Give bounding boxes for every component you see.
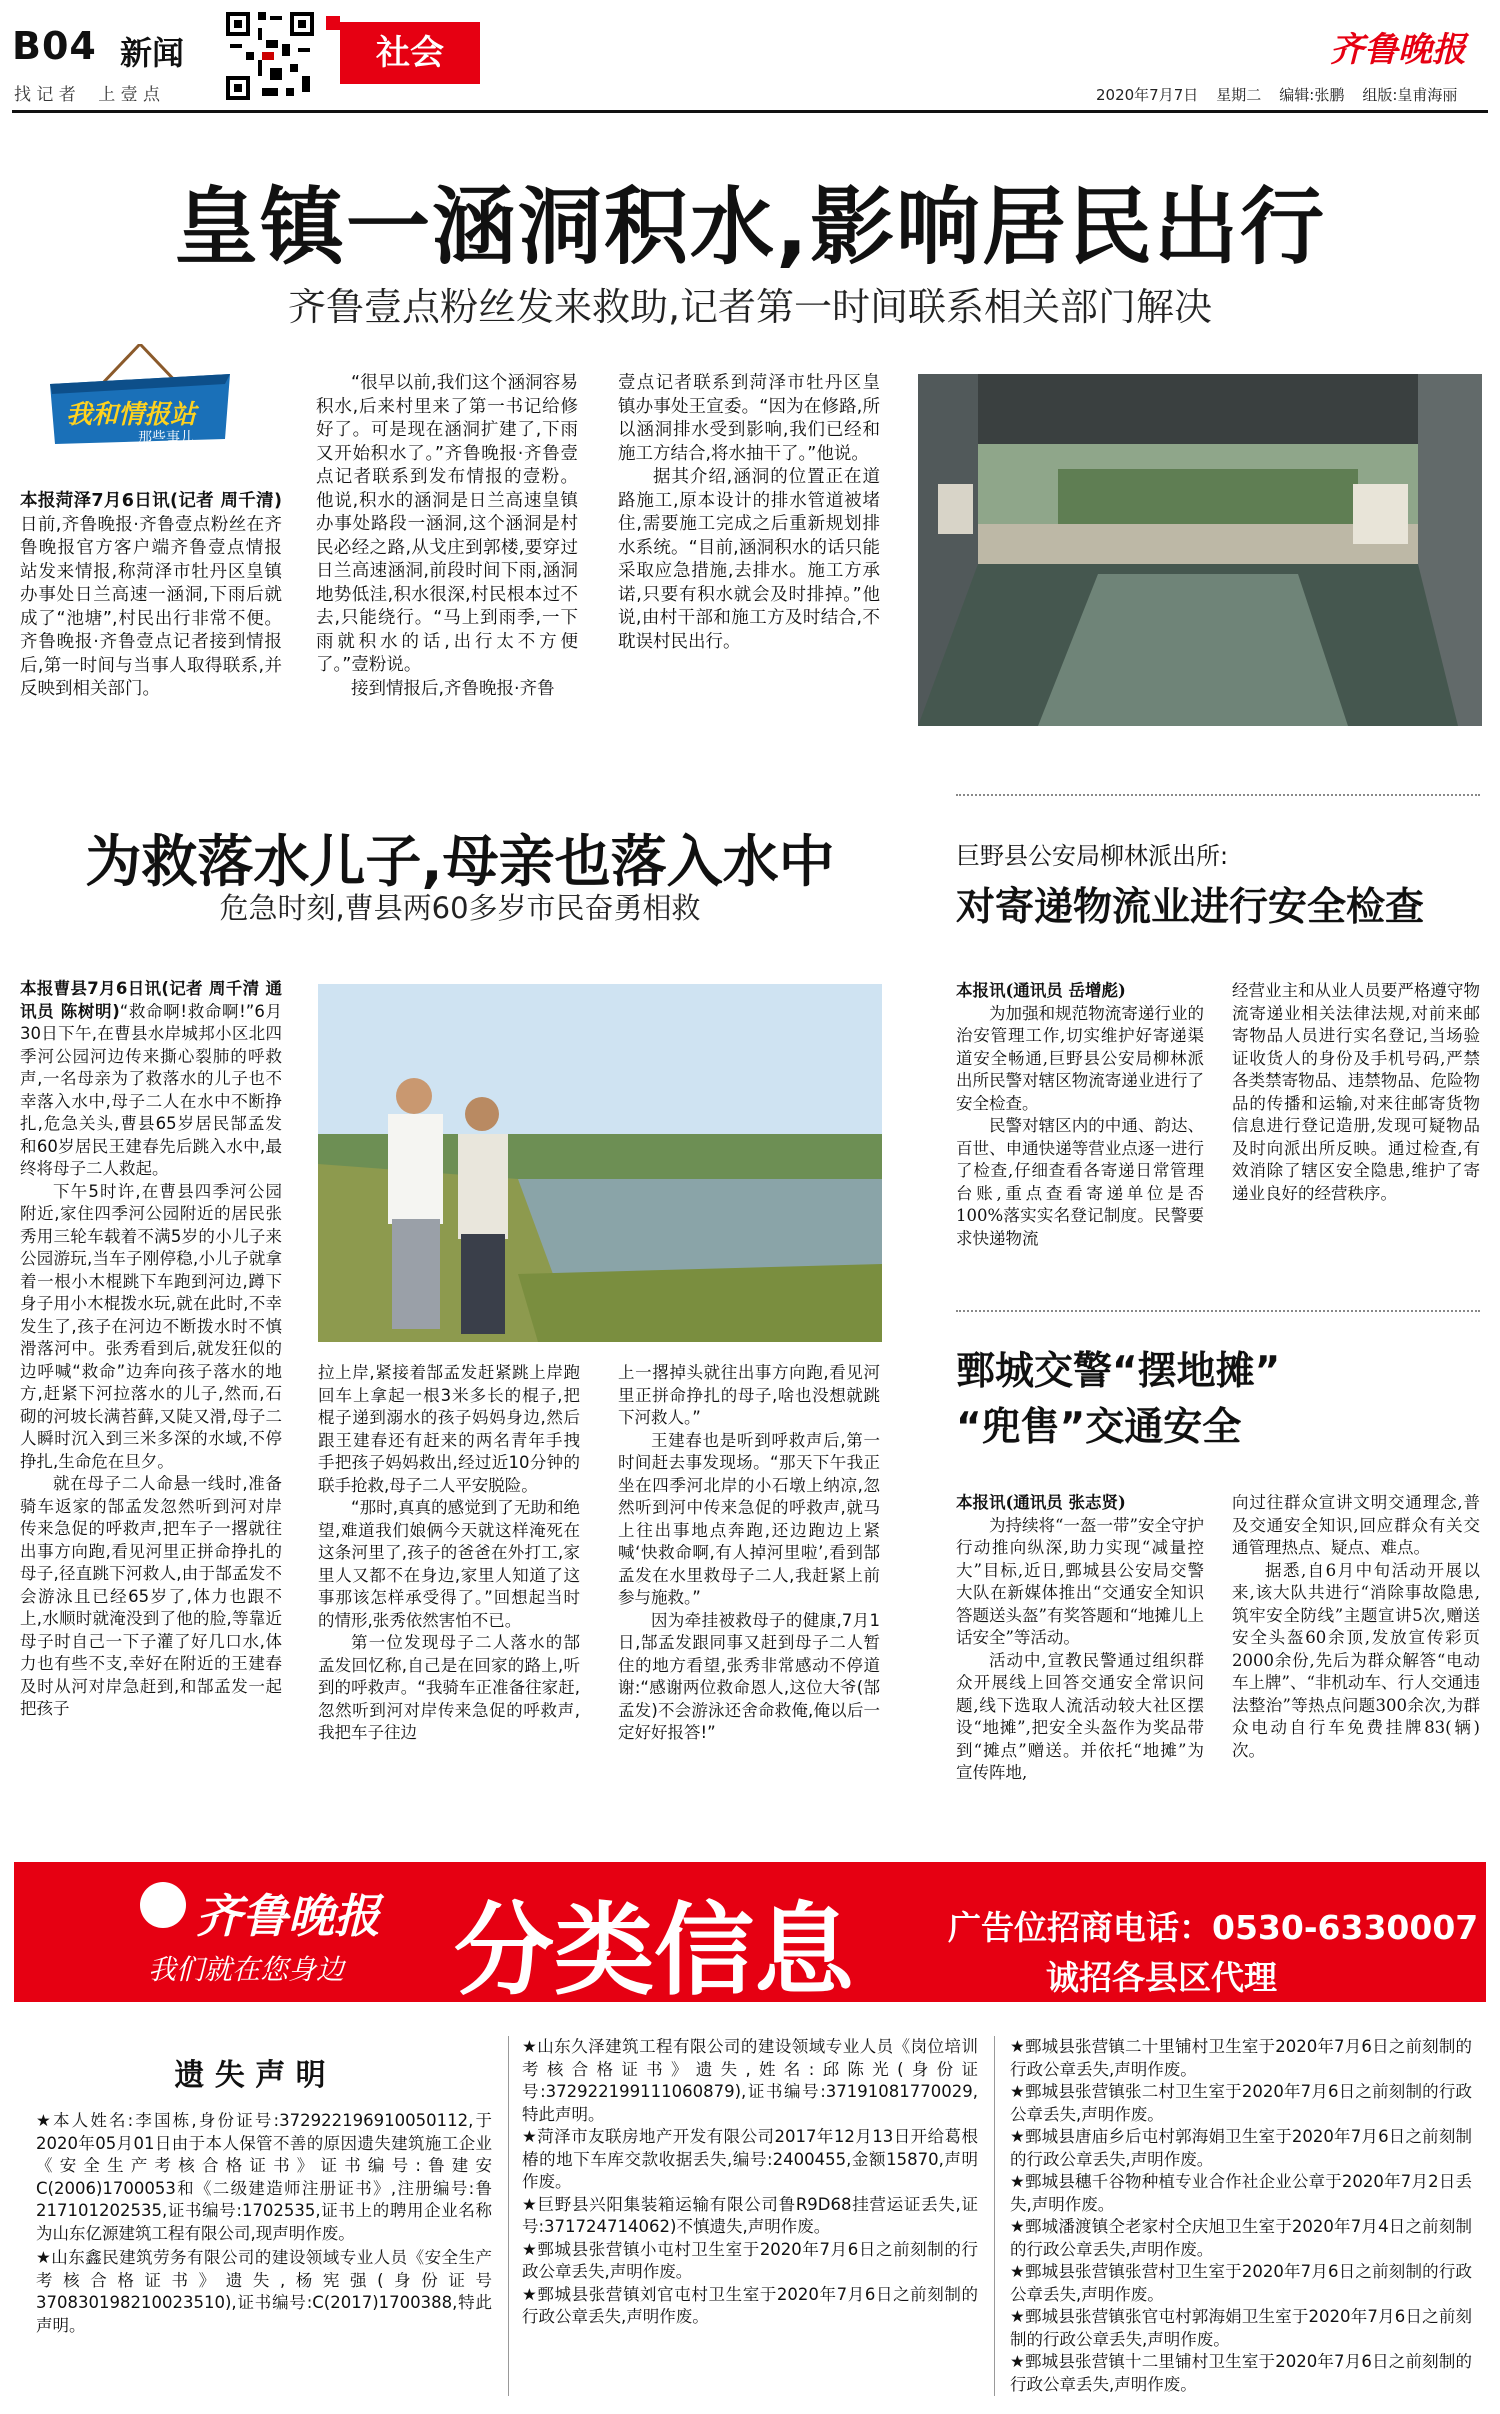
story3-column-1: 本报讯(通讯员 岳增彪) 为加强和规范物流寄递行业的治安管理工作,切实维护好寄递渠道安全畅通,巨野县公安局柳林派出所民警对辖区物流寄递业进行了安全检查。 民警对辖区内的中通、韵达、百世、申通快递等营业点逐一进行了检查,仔细查看各寄递日常管理台账,重点查看寄递单位是否100%落实实名登记制度。民警要求快递物流 xyxy=(956,981,1204,1248)
story3-kicker: 巨野县公安局柳林派出所: xyxy=(956,842,1229,870)
banner-agent: 诚招各县区代理 xyxy=(1046,1958,1277,1997)
header-info xyxy=(1096,84,1457,105)
issue-date: 2020年7月7日 xyxy=(1096,86,1199,104)
banner-logo-icon xyxy=(140,1882,186,1928)
story4-column-2: 向过往群众宣讲文明交通理念,普及交通安全知识,回应群众有关交通管理热点、疑点、难点。 据悉,自6月中旬活动开展以来,该大队共进行“消除事故隐患,筑牢安全防线”主题宣讲5次,赠送安全头盔60余顶,发放宣传彩页2000余份,先后为群众解答“电动车上牌”、“非机动车、行人交通违法整治”等热点问题300余次,为群众电动自行车免费挂牌83(辆)次。 xyxy=(1232,1493,1480,1760)
section-tag: 社会 xyxy=(340,22,480,84)
notice-item: ★山东久泽建筑工程有限公司的建设领域专业人员《岗位培训考核合格证书》遗失,姓名:邱陈光(身份证号:372922199111060879),证书编号:37191081770029,特此声明。 xyxy=(522,2037,978,2124)
notice-item: ★鄄城县张营镇二十里铺村卫生室于2020年7月6日之前刻制的行政公章丢失,声明作废。 xyxy=(1010,2037,1472,2079)
banner-brand: 齐鲁晚报 xyxy=(196,1889,380,1943)
story2-column-1: 本报曹县7月6日讯(记者 周千清 通讯员 陈树明)“救命啊!救命啊!”6月30日下午,在曹县水岸城邦小区北四季河公园河边传来撕心裂肺的呼救声,一名母亲为了救落水的儿子也不幸落入水中,母子二人在水中不断挣扎,危急关头,曹县65岁居民郜孟发和60岁居民王建春先后跳入水中,最终将母子二人救起。 下午5时许,在曹县四季河公园附近,家住四季河公园附近的居民张秀用三轮车载着不满5岁的小儿子来公园游玩,当车子刚停稳,小儿子就拿着一根小木棍跳下车跑到河边,蹲下身子用小木棍拨水玩,就在此时,不幸发生了,孩子在河边不断拨水时不慎滑落河中。张秀看到后,就发狂似的边呼喊“救命”边奔向孩子落水的地方,赶紧下河拉落水的儿子,然而,石砌的河坡长满苔藓,又陡又滑,母子二人瞬时沉入到三米多深的水域,不停挣扎,生命危在旦夕。 就在母子二人命悬一线时,准备骑车返家的郜孟发忽然听到河对岸传来急促的呼救声,把车子一撂就往出事方向跑,看见河里正拼命挣扎的母子,径直跳下河救人,由于郜孟发不会游泳且已经65岁了,体力也跟不上,水顺时就淹没到了他的脸,等靠近母子时自己一下子灌了好几口水,体力也有些不支,幸好在附近的王建春及时从河对岸急赶到,和郜孟发一起把孩子 xyxy=(20,979,282,1718)
notice-item: ★巨野县兴阳集装箱运输有限公司鲁R9D68挂营运证丢失,证号:371724714062)不慎遗失,声明作废。 xyxy=(522,2194,978,2236)
banner-title: 分类信息 xyxy=(454,1892,854,2009)
classifieds-heading: 遗 失 声 明 xyxy=(174,2058,326,2093)
divider-right-2 xyxy=(956,1310,1480,1312)
story3-column-2: 经营业主和从业人员要严格遵守物流寄递业相关法律法规,对前来邮寄物品人员进行实名登记,当场验证收货人的身份及手机号码,严禁各类禁寄物品、违禁物品、危险物品的传播和运输,对来往邮寄货物信息进行登记造册,发现可疑物品及时向派出所反映。通过检查,有效消除了辖区安全隐患,维护了寄递业良好的经营秩序。 xyxy=(1232,981,1480,1203)
divider-right-1 xyxy=(956,794,1480,796)
notice-item: ★鄄城县唐庙乡后屯村郭海娟卫生室于2020年7月6日之前刻制的行政公章丢失,声明作废。 xyxy=(1010,2127,1472,2169)
story1-column-1: 本报菏泽7月6日讯(记者 周千清)日前,齐鲁晚报·齐鲁壹点粉丝在齐鲁晚报官方客户端齐鲁壹点情报站发来情报,称菏泽市牡丹区皇镇办事处日兰高速一涵洞,下雨后就成了“池塘”,村民出行非常不便。齐鲁晚报·齐鲁壹点记者接到情报后,第一时间与当事人取得联系,并反映到相关部门。 xyxy=(20,491,282,699)
section-name: 新闻 xyxy=(120,34,185,72)
story1-culvert-photo xyxy=(918,374,1482,726)
story2-rescuers-photo xyxy=(318,984,882,1342)
classifieds-divider-2 xyxy=(994,2036,995,2396)
designer: 组版:皇甫海丽 xyxy=(1362,86,1458,104)
classifieds-column-1 xyxy=(36,2110,492,2337)
notice-item: ★鄄城县张营镇张二村卫生室于2020年7月6日之前刻制的行政公章丢失,声明作废。 xyxy=(1010,2082,1472,2124)
notice-item: ★鄄城县张营镇张官屯村郭海娟卫生室于2020年7月6日之前刻制的行政公章丢失,声明作废。 xyxy=(1010,2307,1472,2349)
story1-subheadline: 齐鲁壹点粉丝发来救助,记者第一时间联系相关部门解决 xyxy=(287,285,1213,329)
info-station-badge: 我和情报站 那些事儿 xyxy=(40,344,240,454)
story2-column-3: 上一撂掉头就往出事方向跑,看见河里正拼命挣扎的母子,啥也没想就跳下河救人。” 王建春也是听到呼救声后,第一时间赶去事发现场。“那天下午我正坐在四季河北岸的小石墩上纳凉,忽然听到河中传来急促的呼救声,就马上往出事地点奔跑,还边跑边上紧喊‘快救命啊,有人掉河里啦’,看到郜孟发在水里救母子二人,我赶紧上前参与施救。” 因为牵挂被救母子的健康,7月1日,郜孟发跟同事又赶到母子二人暂住的地方看望,张秀非常感动不停道谢:“感谢两位救命恩人,这位大爷(郜孟发)不会游泳还舍命救俺,俺以后一定好好报答!” xyxy=(618,1363,880,1742)
editor: 编辑:张鹏 xyxy=(1279,86,1345,104)
header-rule xyxy=(12,110,1488,113)
story4-headline-2: “兜售”交通安全 xyxy=(956,1405,1242,1450)
classifieds-column-2 xyxy=(522,2036,978,2329)
story2-headline: 为救落水儿子,母亲也落入水中 xyxy=(85,830,835,895)
page-number: B04 xyxy=(12,24,97,68)
story4-headline-1: 鄄城交警“摆地摊” xyxy=(956,1349,1281,1394)
story1-column-2: “很早以前,我们这个涵洞容易积水,后来村里来了第一书记给修好了。可是现在涵洞扩建了,下雨又开始积水了。”齐鲁晚报·齐鲁壹点记者联系到发布情报的壹粉。他说,积水的涵洞是日兰高速皇镇办事处路段一涵洞,这个涵洞是村民必经之路,从戈庄到郭楼,要穿过日兰高速涵洞,前段时间下雨,涵洞地势低洼,积水很深,村民根本过不去,只能绕行。“马上到雨季,一下雨就积水的话,出行太不方便了。”壹粉说。 接到情报后,齐鲁晚报·齐鲁 xyxy=(316,373,578,699)
notice-item: ★菏泽市友联房地产开发有限公司2017年12月13日开给葛根椿的地下车库交款收据丢失,编号:2400455,金额15870,声明作废。 xyxy=(522,2127,978,2191)
story2-column-2: 拉上岸,紧接着郜孟发赶紧跳上岸跑回车上拿起一根3米多长的棍子,把棍子递到溺水的孩子妈妈身边,然后跟王建春还有赶来的两名青年手拽手把孩子妈妈救出,经过近10分钟的联手抢救,母子二人平安脱险。 “那时,真真的感觉到了无助和绝望,难道我们娘俩今天就这样淹死在这条河里了,孩子的爸爸在外打工,家里人又都不在身边,家里人知道了这事那该怎样承受得了。”回想起当时的情形,张秀依然害怕不已。 第一位发现母子二人落水的郜孟发回忆称,自己是在回家的路上,听到的呼救声。“我骑车正准备往家赶,忽然听到河对岸传来急促的呼救声,我把车子往边 xyxy=(318,1363,580,1742)
story3-headline: 对寄递物流业进行安全检查 xyxy=(956,885,1425,930)
notice-item: ★鄄城县张营镇张营村卫生室于2020年7月6日之前刻制的行政公章丢失,声明作废。 xyxy=(1010,2262,1472,2304)
qr-code-icon xyxy=(222,8,318,104)
banner-brand-slogan: 我们就在您身边 xyxy=(148,1953,345,1986)
notice-item: ★鄄城潘渡镇仝老家村仝庆旭卫生室于2020年7月4日之前刻制的行政公章丢失,声明作废。 xyxy=(1010,2217,1472,2259)
classifieds-divider-1 xyxy=(508,2036,509,2396)
header-slogan: 找 记 者 上 壹 点 xyxy=(14,85,161,105)
story2-subheadline: 危急时刻,曹县两60多岁市民奋勇相救 xyxy=(219,891,701,925)
banner-phone: 广告位招商电话：0530-6330007 xyxy=(948,1908,1479,1947)
notice-item: ★鄄城县穗千谷物种植专业合作社企业公章于2020年7月2日丢失,声明作废。 xyxy=(1010,2172,1472,2214)
notice-item: ★山东鑫民建筑劳务有限公司的建设领域专业人员《安全生产考核合格证书》遗失,杨宪强(身份证号370830198210023510),证书编号:C(2017)1700388,特此声明。 xyxy=(36,2248,492,2335)
story1-byline: 本报菏泽7月6日讯(记者 周千清) xyxy=(20,491,282,511)
notice-item: ★鄄城县张营镇十二里铺村卫生室于2020年7月6日之前刻制的行政公章丢失,声明作废。 xyxy=(1010,2352,1472,2394)
story4-column-1: 本报讯(通讯员 张志贤) 为持续将“一盔一带”安全守护行动推向纵深,助力实现“减量控大”目标,近日,鄄城县公安局交警大队在新媒体推出“交通安全知识答题送头盔”有奖答题和“地摊儿上话安全”等活动。 活动中,宣教民警通过组织群众开展线上回答交通安全常识问题,线下选取人流活动较大社区摆设“地摊”,把安全头盔作为奖品带到“摊点”赠送。并依托“地摊”为宣传阵地, xyxy=(956,1493,1204,1782)
classifieds-column-3 xyxy=(1010,2036,1472,2396)
notice-item: ★本人姓名:李国栋,身份证号:372922196910050112,于2020年05月01日由于本人保管不善的原因遗失建筑施工企业《安全生产考核合格证书》证书编号:鲁建安C(2006)1700053和《二级建造师注册证书》,注册编号:鲁217101202535,证书编号:1702535,证书上的聘用企业名称为山东亿源建筑工程有限公司,现声明作废。 xyxy=(36,2111,492,2243)
story1-headline: 皇镇一涵洞积水,影响居民出行 xyxy=(174,178,1326,276)
notice-item: ★鄄城县张营镇小屯村卫生室于2020年7月6日之前刻制的行政公章丢失,声明作废。 xyxy=(522,2239,978,2281)
notice-item: ★鄄城县张营镇刘官屯村卫生室于2020年7月6日之前刻制的行政公章丢失,声明作废。 xyxy=(522,2284,978,2326)
story1-column-3: 壹点记者联系到菏泽市牡丹区皇镇办事处王宣委。“因为在修路,所以涵洞排水受到影响,我们已经和施工方结合,将水抽干了。”他说。 据其介绍,涵洞的位置正在道路施工,原本设计的排水管道被堵住,需要施工完成之后重新规划排水系统。“目前,涵洞积水的话只能采取应急措施,去排水。施工方承诺,只要有积水就会及时排掉。”他说,由村干部和施工方及时结合,不耽误村民出行。 xyxy=(618,373,880,652)
story2-byline: 本报曹县7月6日讯(记者 周千清 通讯员 陈树明) xyxy=(20,979,282,1021)
classified-banner xyxy=(14,1862,1486,2009)
issue-weekday: 星期二 xyxy=(1216,86,1262,104)
masthead-logo: 齐鲁晚报 xyxy=(1330,30,1466,70)
